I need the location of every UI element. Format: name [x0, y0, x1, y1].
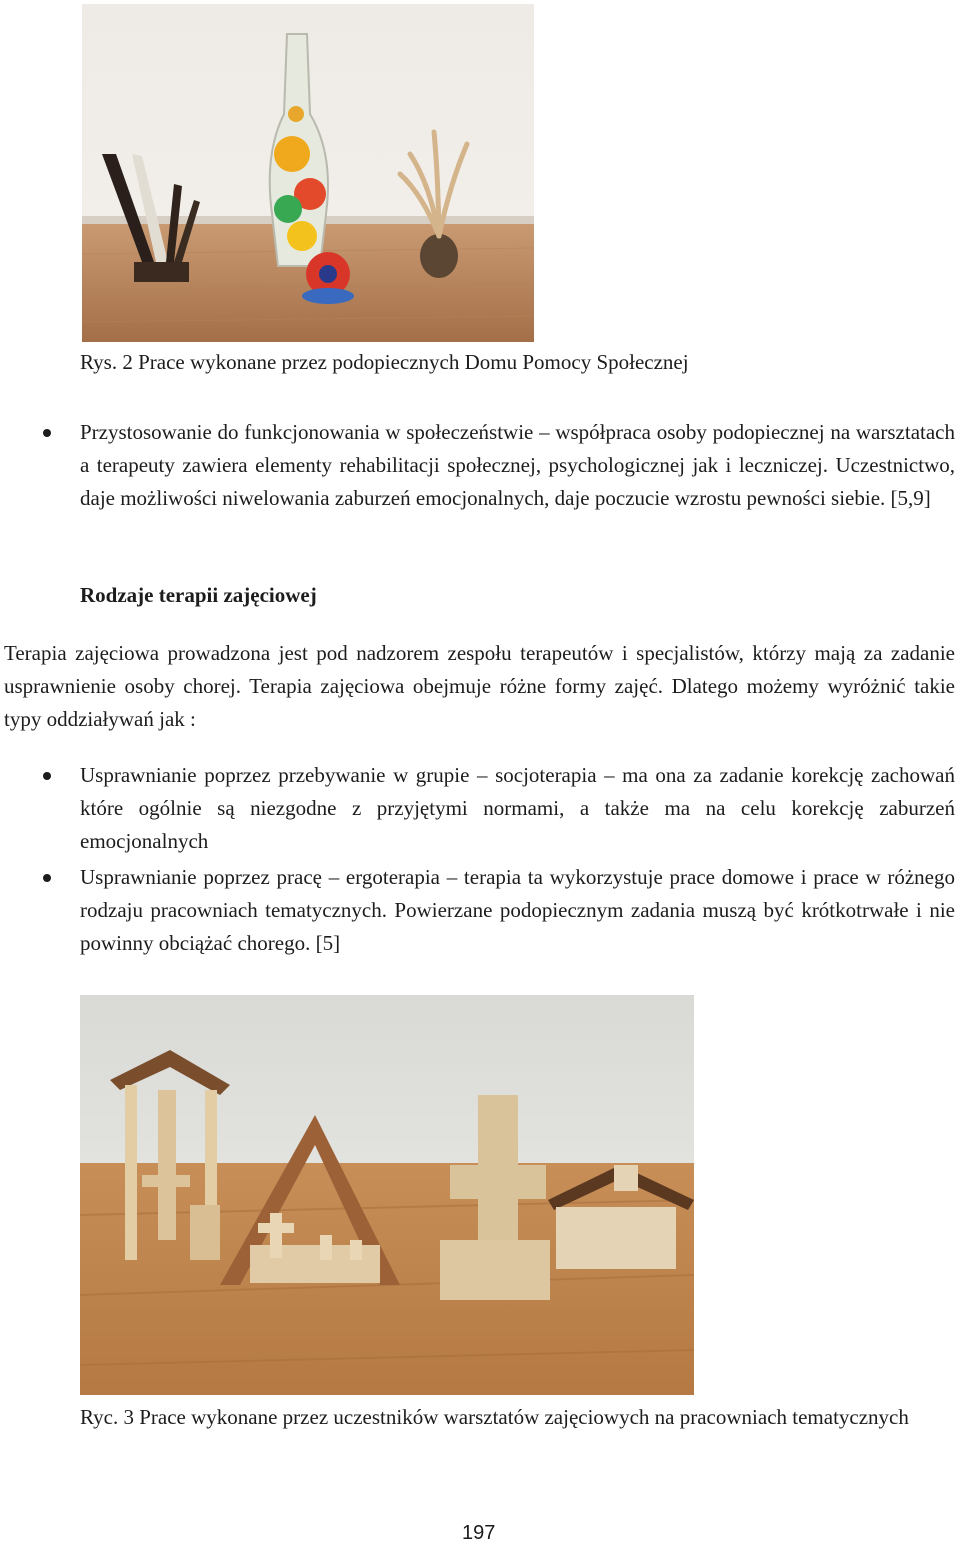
bullet-dot — [43, 772, 51, 780]
bullet-dot — [43, 429, 51, 437]
section-paragraph: Terapia zajęciowa prowadzona jest pod nadzorem zespołu terapeutów i specjalistów, którzy mają za zadanie usprawnienie osoby chorej. Terapia zajęciowa obejmuje różne formy zajęć. Dlatego możemy wyróżnić takie typy oddziaływań jak : — [4, 641, 955, 731]
bullet-dot — [43, 874, 51, 882]
bullet-3-text: Usprawnianie poprzez pracę – ergoterapia – terapia ta wykorzystuje prace domowe i prace w różnego rodzaju pracowniach tematycznych. Powierzane podopiecznym zadania muszą być krótkotrwałe i nie powinny obciążać chorego. [5] — [80, 865, 955, 955]
figure2-photo — [80, 995, 694, 1395]
figure1-photo — [82, 4, 534, 342]
bullet-1-body: Przystosowanie do funkcjonowania w społeczeństwie – współpraca osoby podopiecznej na warsztatach a terapeuty zawiera elementy rehabilitacji społecznej, psychologicznej jak i leczniczej. Uczestnictwo, daje możliwości niwelowania zaburzeń emocjonalnych, daje poczucie wzrostu pewności siebie. — [80, 420, 955, 510]
figure2-caption: Ryc. 3 Prace wykonane przez uczestników warsztatów zajęciowych na pracowniach tematycznych — [80, 1405, 909, 1429]
bullet-1-citation: [5,9] — [890, 486, 931, 510]
bullet-2-text: Usprawnianie poprzez przebywanie w grupie – socjoterapia – ma ona za zadanie korekcję zachowań które ogólnie są niezgodne z przyjętymi normami, a także ma na celu korekcję zaburzeń emocjonalnych — [80, 763, 955, 853]
section-heading: Rodzaje terapii zajęciowej — [80, 583, 317, 607]
bullet-1-text — [80, 416, 955, 515]
page-number: 197 — [462, 1522, 496, 1544]
figure1-caption: Rys. 2 Prace wykonane przez podopiecznych Domu Pomocy Społecznej — [80, 350, 689, 374]
